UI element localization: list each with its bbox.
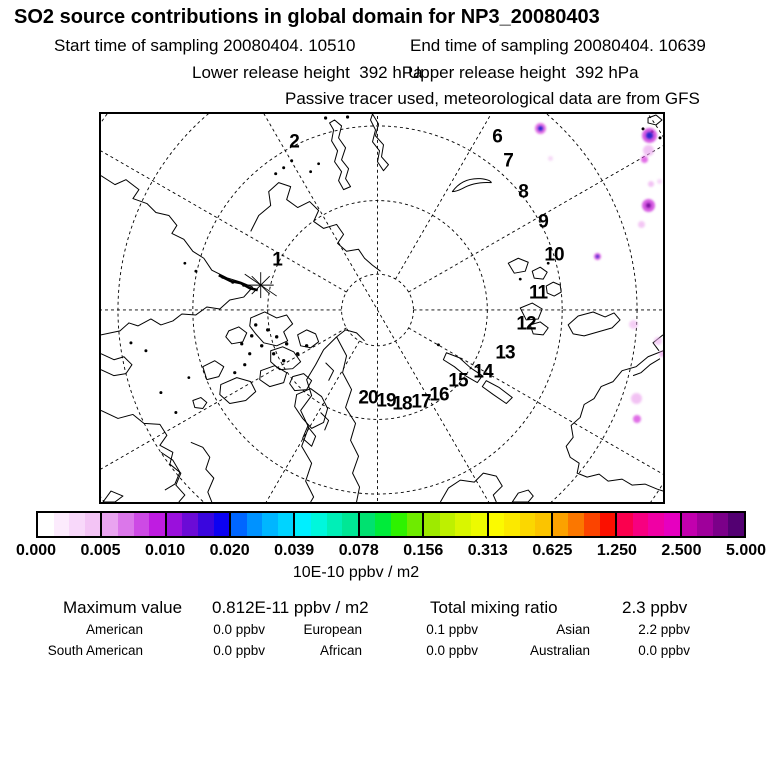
colorbar-cell xyxy=(214,513,230,536)
trajectory-point-label: 15 xyxy=(448,370,468,392)
region-contribution-table xyxy=(0,619,700,661)
trajectory-point-label: 19 xyxy=(376,390,396,412)
colorbar-segment xyxy=(102,513,166,536)
colorbar-tick-label: 5.000 xyxy=(725,542,767,559)
colorbar-cell xyxy=(504,513,520,536)
colorbar-cell xyxy=(375,513,391,536)
colorbar-cell xyxy=(535,513,551,536)
colorbar-cell xyxy=(182,513,198,536)
colorbar-cell xyxy=(455,513,471,536)
colorbar-cell xyxy=(278,513,294,536)
upper-release-text: Upper release height 392 hPa xyxy=(408,63,639,82)
colorbar-cell xyxy=(713,513,729,536)
colorbar-cell xyxy=(311,513,327,536)
colorbar-tick-label: 2.500 xyxy=(661,542,702,559)
region-value: 0.0 ppbv xyxy=(213,622,265,637)
region-label: Asian xyxy=(556,622,590,637)
colorbar-segment xyxy=(38,513,102,536)
trajectory-point-label: 13 xyxy=(495,342,515,364)
region-label: South American xyxy=(47,643,143,658)
region-label: American xyxy=(85,622,143,637)
colorbar-cell xyxy=(69,513,85,536)
region-value: 0.0 ppbv xyxy=(426,643,478,658)
trajectory-point-label: 6 xyxy=(492,126,502,148)
colorbar-cell xyxy=(247,513,263,536)
colorbar-cell xyxy=(134,513,150,536)
colorbar-cell xyxy=(102,513,118,536)
colorbar-tick-label: 0.625 xyxy=(532,542,573,559)
colorbar-cell xyxy=(407,513,423,536)
trajectory-point-label: 7 xyxy=(503,150,513,172)
colorbar-cell xyxy=(728,513,744,536)
total-ratio-number: 2.3 ppbv xyxy=(622,598,688,617)
trajectory-point-label: 18 xyxy=(392,393,412,415)
colorbar-cell xyxy=(424,513,440,536)
colorbar-tick-label: 0.156 xyxy=(403,542,444,559)
trajectory-point-label: 9 xyxy=(538,211,548,233)
colorbar-cell xyxy=(520,513,536,536)
start-time-text: Start time of sampling 20080404. 10510 xyxy=(54,36,356,55)
colorbar-cell xyxy=(327,513,343,536)
colorbar-cell xyxy=(360,513,376,536)
trajectory-point-label: 2 xyxy=(289,131,299,153)
total-ratio-label: Total mixing ratio xyxy=(430,598,558,617)
colorbar-segment xyxy=(489,513,553,536)
region-value: 0.1 ppbv xyxy=(426,622,478,637)
region-value: 2.2 ppbv xyxy=(638,622,690,637)
tracer-note-text: Passive tracer used, meteorological data are from GFS xyxy=(285,89,700,108)
colorbar-segment xyxy=(360,513,424,536)
colorbar-segment xyxy=(617,513,681,536)
colorbar-cell xyxy=(568,513,584,536)
colorbar-cell xyxy=(633,513,649,536)
colorbar-cell xyxy=(682,513,698,536)
colorbar-unit-label: 10E-10 ppbv / m2 xyxy=(292,564,420,581)
region-value: 0.0 ppbv xyxy=(213,643,265,658)
colorbar-cell xyxy=(342,513,358,536)
colorbar-tick-label: 0.000 xyxy=(15,542,57,559)
colorbar-tick-label: 0.005 xyxy=(80,542,121,559)
trajectory-point-label: 10 xyxy=(544,244,564,266)
colorbar-cell xyxy=(471,513,487,536)
region-label: European xyxy=(303,622,362,637)
colorbar-tick-label: 0.313 xyxy=(467,542,508,559)
colorbar-cell xyxy=(553,513,569,536)
colorbar-cell xyxy=(617,513,633,536)
trajectory-label-layer xyxy=(101,114,663,502)
colorbar-tick-label: 0.020 xyxy=(209,542,250,559)
colorbar-cell xyxy=(167,513,183,536)
colorbar-cell xyxy=(697,513,713,536)
colorbar-segment xyxy=(553,513,617,536)
colorbar-cell xyxy=(198,513,214,536)
trajectory-point-label: 12 xyxy=(516,313,536,335)
page-title: SO2 source contributions in global domain for NP3_20080403 xyxy=(14,6,600,28)
trajectory-point-label: 16 xyxy=(429,384,449,406)
colorbar-segment xyxy=(231,513,295,536)
colorbar-cell xyxy=(38,513,54,536)
colorbar-tick-label: 1.250 xyxy=(596,542,637,559)
colorbar-cell xyxy=(118,513,134,536)
colorbar-cell xyxy=(262,513,278,536)
colorbar-segment xyxy=(295,513,359,536)
trajectory-point-label: 1 xyxy=(272,249,282,271)
colorbar-cell xyxy=(231,513,247,536)
colorbar-cell xyxy=(600,513,616,536)
trajectory-point-label: 14 xyxy=(473,361,493,383)
trajectory-point-label: 20 xyxy=(358,387,378,409)
colorbar-cell xyxy=(584,513,600,536)
max-value-label: Maximum value xyxy=(63,598,183,617)
colorbar-cell xyxy=(54,513,70,536)
colorbar-cell xyxy=(149,513,165,536)
colorbar-segment xyxy=(682,513,744,536)
map-panel xyxy=(99,112,665,504)
colorbar-segment xyxy=(424,513,488,536)
colorbar-tick-label: 0.010 xyxy=(145,542,186,559)
colorbar-cell xyxy=(85,513,101,536)
colorbar-cell xyxy=(664,513,680,536)
colorbar-segment xyxy=(167,513,231,536)
trajectory-point-label: 17 xyxy=(411,391,431,413)
region-label: African xyxy=(319,643,362,658)
colorbar-tick-row xyxy=(15,542,767,560)
colorbar-cell xyxy=(391,513,407,536)
max-value-number: 0.812E-11 ppbv / m2 xyxy=(212,598,369,617)
colorbar-cell xyxy=(295,513,311,536)
colorbar-cell xyxy=(648,513,664,536)
colorbar-tick-label: 0.078 xyxy=(338,542,379,559)
trajectory-point-label: 11 xyxy=(528,282,548,304)
trajectory-point-label: 8 xyxy=(518,181,528,203)
colorbar-cell xyxy=(440,513,456,536)
lower-release-text: Lower release height 392 hPa xyxy=(192,63,423,82)
region-value: 0.0 ppbv xyxy=(638,643,690,658)
colorbar-cell xyxy=(489,513,505,536)
colorbar-tick-label: 0.039 xyxy=(274,542,315,559)
end-time-text: End time of sampling 20080404. 10639 xyxy=(410,36,706,55)
region-label: Australian xyxy=(529,643,590,658)
colorbar xyxy=(36,511,746,538)
